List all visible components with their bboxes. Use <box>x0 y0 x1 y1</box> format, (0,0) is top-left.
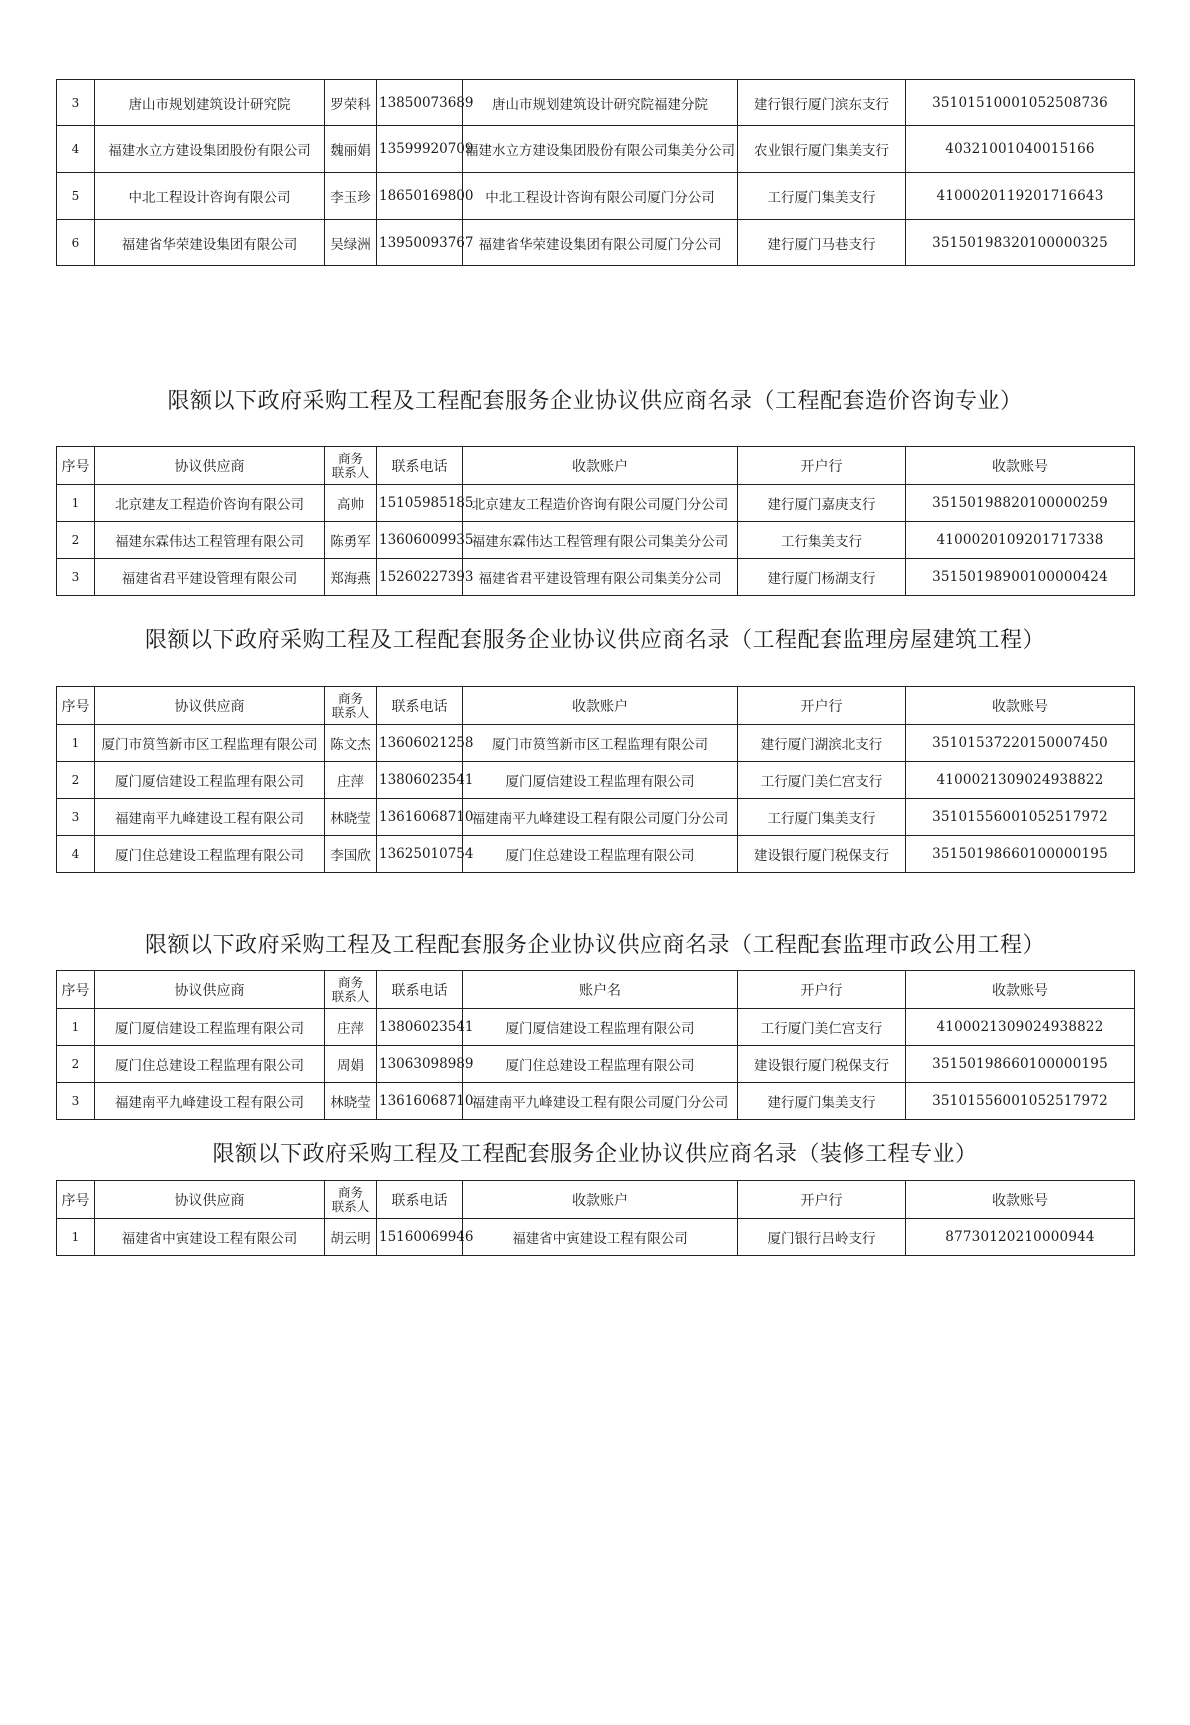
table-row <box>57 80 1135 126</box>
header-no: 序号 <box>57 1181 95 1219</box>
account-name: 福建东霖伟达工程管理有限公司集美分公司 <box>463 522 738 559</box>
row-number: 3 <box>57 799 95 836</box>
header-account-no: 收款账号 <box>906 1181 1135 1219</box>
header-phone: 联系电话 <box>377 447 463 485</box>
table-row <box>57 725 1135 762</box>
bank-branch: 厦门银行吕岭支行 <box>738 1219 906 1256</box>
row-number: 6 <box>57 220 95 266</box>
phone-number: 13599920709 <box>377 126 463 173</box>
bank-branch: 农业银行厦门集美支行 <box>738 126 906 173</box>
row-number: 1 <box>57 485 95 522</box>
phone-number: 13625010754 <box>377 836 463 873</box>
table-header-row <box>57 447 1135 485</box>
table-row <box>57 1219 1135 1256</box>
header-no: 序号 <box>57 971 95 1009</box>
account-name: 福建省中寅建设工程有限公司 <box>463 1219 738 1256</box>
row-number: 5 <box>57 173 95 220</box>
contact-person: 陈勇军 <box>325 522 377 559</box>
phone-number: 13616068710 <box>377 799 463 836</box>
section-title: 限额以下政府采购工程及工程配套服务企业协议供应商名录（工程配套监理房屋建筑工程） <box>144 628 1045 653</box>
phone-number: 13606009935 <box>377 522 463 559</box>
table-row <box>57 1083 1135 1120</box>
account-name: 厦门市筼筜新市区工程监理有限公司 <box>463 725 738 762</box>
account-number: 87730120210000944 <box>906 1219 1135 1256</box>
header-no: 序号 <box>57 687 95 725</box>
row-number: 2 <box>57 522 95 559</box>
header-supplier: 协议供应商 <box>95 971 325 1009</box>
header-bank: 开户行 <box>738 971 906 1009</box>
account-number: 35101510001052508736 <box>906 80 1135 126</box>
table-row <box>57 126 1135 173</box>
account-number: 35150198820100000259 <box>906 485 1135 522</box>
account-name: 北京建友工程造价咨询有限公司厦门分公司 <box>463 485 738 522</box>
supplier-name: 厦门厦信建设工程监理有限公司 <box>95 762 325 799</box>
account-name: 福建南平九峰建设工程有限公司厦门分公司 <box>463 799 738 836</box>
supplier-table <box>56 446 1135 596</box>
phone-number: 15160069946 <box>377 1219 463 1256</box>
header-phone: 联系电话 <box>377 687 463 725</box>
phone-number: 13616068710 <box>377 1083 463 1120</box>
row-number: 2 <box>57 762 95 799</box>
table-row <box>57 762 1135 799</box>
supplier-name: 福建省华荣建设集团有限公司 <box>95 220 325 266</box>
phone-number: 13850073689 <box>377 80 463 126</box>
header-contact: 商务 联系人 <box>325 447 377 485</box>
bank-branch: 建行厦门嘉庚支行 <box>738 485 906 522</box>
supplier-name: 福建南平九峰建设工程有限公司 <box>95 1083 325 1120</box>
account-name: 福建省君平建设管理有限公司集美分公司 <box>463 559 738 596</box>
row-number: 3 <box>57 80 95 126</box>
account-number: 35101537220150007450 <box>906 725 1135 762</box>
contact-person: 罗荣科 <box>325 80 377 126</box>
bank-branch: 建行厦门马巷支行 <box>738 220 906 266</box>
supplier-name: 北京建友工程造价咨询有限公司 <box>95 485 325 522</box>
supplier-table-continued <box>56 79 1135 266</box>
header-contact: 商务 联系人 <box>325 1181 377 1219</box>
contact-person: 林晓莹 <box>325 799 377 836</box>
header-account-no: 收款账号 <box>906 447 1135 485</box>
supplier-name: 中北工程设计咨询有限公司 <box>95 173 325 220</box>
account-number: 4100020109201717338 <box>906 522 1135 559</box>
row-number: 3 <box>57 1083 95 1120</box>
table-row <box>57 522 1135 559</box>
row-number: 1 <box>57 1009 95 1046</box>
header-phone: 联系电话 <box>377 1181 463 1219</box>
account-name: 厦门住总建设工程监理有限公司 <box>463 836 738 873</box>
bank-branch: 工行集美支行 <box>738 522 906 559</box>
account-number: 35150198660100000195 <box>906 1046 1135 1083</box>
contact-person: 魏丽娟 <box>325 126 377 173</box>
table-row <box>57 220 1135 266</box>
contact-person: 高帅 <box>325 485 377 522</box>
account-number: 4100021309024938822 <box>906 762 1135 799</box>
row-number: 1 <box>57 725 95 762</box>
header-contact: 商务 联系人 <box>325 687 377 725</box>
contact-person: 庄萍 <box>325 1009 377 1046</box>
table-row <box>57 1046 1135 1083</box>
account-number: 35101556001052517972 <box>906 799 1135 836</box>
bank-branch: 工行厦门美仁宫支行 <box>738 1009 906 1046</box>
phone-number: 13950093767 <box>377 220 463 266</box>
bank-branch: 建行厦门湖滨北支行 <box>738 725 906 762</box>
contact-person: 胡云明 <box>325 1219 377 1256</box>
header-contact: 商务 联系人 <box>325 971 377 1009</box>
account-name: 福建水立方建设集团股份有限公司集美分公司 <box>463 126 738 173</box>
row-number: 3 <box>57 559 95 596</box>
table-header-row <box>57 687 1135 725</box>
supplier-name: 厦门住总建设工程监理有限公司 <box>95 836 325 873</box>
account-number: 4100020119201716643 <box>906 173 1135 220</box>
account-number: 35101556001052517972 <box>906 1083 1135 1120</box>
account-name: 唐山市规划建筑设计研究院福建分院 <box>463 80 738 126</box>
contact-person: 庄萍 <box>325 762 377 799</box>
account-number: 35150198320100000325 <box>906 220 1135 266</box>
header-account-name: 收款账户 <box>463 447 738 485</box>
table-row <box>57 173 1135 220</box>
header-supplier: 协议供应商 <box>95 447 325 485</box>
header-account-no: 收款账号 <box>906 687 1135 725</box>
header-account-name: 收款账户 <box>463 687 738 725</box>
bank-branch: 工行厦门集美支行 <box>738 173 906 220</box>
bank-branch: 工行厦门集美支行 <box>738 799 906 836</box>
supplier-table <box>56 1180 1135 1256</box>
header-bank: 开户行 <box>738 687 906 725</box>
header-account-name: 收款账户 <box>463 1181 738 1219</box>
header-supplier: 协议供应商 <box>95 687 325 725</box>
phone-number: 13806023541 <box>377 762 463 799</box>
contact-person: 林晓莹 <box>325 1083 377 1120</box>
account-name: 厦门住总建设工程监理有限公司 <box>463 1046 738 1083</box>
header-account-no: 收款账号 <box>906 971 1135 1009</box>
supplier-name: 唐山市规划建筑设计研究院 <box>95 80 325 126</box>
bank-branch: 建设银行厦门税保支行 <box>738 836 906 873</box>
phone-number: 18650169800 <box>377 173 463 220</box>
supplier-name: 福建南平九峰建设工程有限公司 <box>95 799 325 836</box>
phone-number: 13606021258 <box>377 725 463 762</box>
row-number: 1 <box>57 1219 95 1256</box>
phone-number: 13806023541 <box>377 1009 463 1046</box>
row-number: 4 <box>57 836 95 873</box>
section-title: 限额以下政府采购工程及工程配套服务企业协议供应商名录（工程配套监理市政公用工程） <box>144 933 1045 958</box>
table-row <box>57 485 1135 522</box>
row-number: 4 <box>57 126 95 173</box>
account-number: 40321001040015166 <box>906 126 1135 173</box>
account-name: 厦门厦信建设工程监理有限公司 <box>463 1009 738 1046</box>
table-header-row <box>57 1181 1135 1219</box>
bank-branch: 建行厦门杨湖支行 <box>738 559 906 596</box>
row-number: 2 <box>57 1046 95 1083</box>
supplier-table <box>56 970 1135 1120</box>
account-name: 中北工程设计咨询有限公司厦门分公司 <box>463 173 738 220</box>
supplier-name: 福建水立方建设集团股份有限公司 <box>95 126 325 173</box>
supplier-name: 福建省中寅建设工程有限公司 <box>95 1219 325 1256</box>
supplier-name: 厦门市筼筜新市区工程监理有限公司 <box>95 725 325 762</box>
header-supplier: 协议供应商 <box>95 1181 325 1219</box>
table-header-row <box>57 971 1135 1009</box>
bank-branch: 工行厦门美仁宫支行 <box>738 762 906 799</box>
account-number: 4100021309024938822 <box>906 1009 1135 1046</box>
supplier-table <box>56 686 1135 873</box>
table-row <box>57 799 1135 836</box>
table-row <box>57 1009 1135 1046</box>
table-row <box>57 559 1135 596</box>
supplier-name: 福建省君平建设管理有限公司 <box>95 559 325 596</box>
header-no: 序号 <box>57 447 95 485</box>
bank-branch: 建行厦门集美支行 <box>738 1083 906 1120</box>
contact-person: 李国欣 <box>325 836 377 873</box>
supplier-name: 福建东霖伟达工程管理有限公司 <box>95 522 325 559</box>
top-table-block <box>56 79 1134 266</box>
account-name: 厦门厦信建设工程监理有限公司 <box>463 762 738 799</box>
account-number: 35150198900100000424 <box>906 559 1135 596</box>
bank-branch: 建行银行厦门滨东支行 <box>738 80 906 126</box>
account-name: 福建南平九峰建设工程有限公司厦门分公司 <box>463 1083 738 1120</box>
section-table-block <box>56 970 1134 1120</box>
contact-person: 陈文杰 <box>325 725 377 762</box>
contact-person: 吴绿洲 <box>325 220 377 266</box>
contact-person: 郑海燕 <box>325 559 377 596</box>
bank-branch: 建设银行厦门税保支行 <box>738 1046 906 1083</box>
table-row <box>57 836 1135 873</box>
account-number: 35150198660100000195 <box>906 836 1135 873</box>
account-name: 福建省华荣建设集团有限公司厦门分公司 <box>463 220 738 266</box>
contact-person: 周娟 <box>325 1046 377 1083</box>
phone-number: 15105985185 <box>377 485 463 522</box>
contact-person: 李玉珍 <box>325 173 377 220</box>
supplier-name: 厦门厦信建设工程监理有限公司 <box>95 1009 325 1046</box>
section-title: 限额以下政府采购工程及工程配套服务企业协议供应商名录（工程配套造价咨询专业） <box>167 389 1023 414</box>
section-title: 限额以下政府采购工程及工程配套服务企业协议供应商名录（装修工程专业） <box>212 1142 978 1167</box>
header-phone: 联系电话 <box>377 971 463 1009</box>
supplier-name: 厦门住总建设工程监理有限公司 <box>95 1046 325 1083</box>
header-account-name: 账户名 <box>463 971 738 1009</box>
section-table-block <box>56 1180 1134 1256</box>
section-table-block <box>56 686 1134 873</box>
header-bank: 开户行 <box>738 447 906 485</box>
header-bank: 开户行 <box>738 1181 906 1219</box>
phone-number: 15260227393 <box>377 559 463 596</box>
phone-number: 13063098989 <box>377 1046 463 1083</box>
section-table-block <box>56 446 1134 596</box>
